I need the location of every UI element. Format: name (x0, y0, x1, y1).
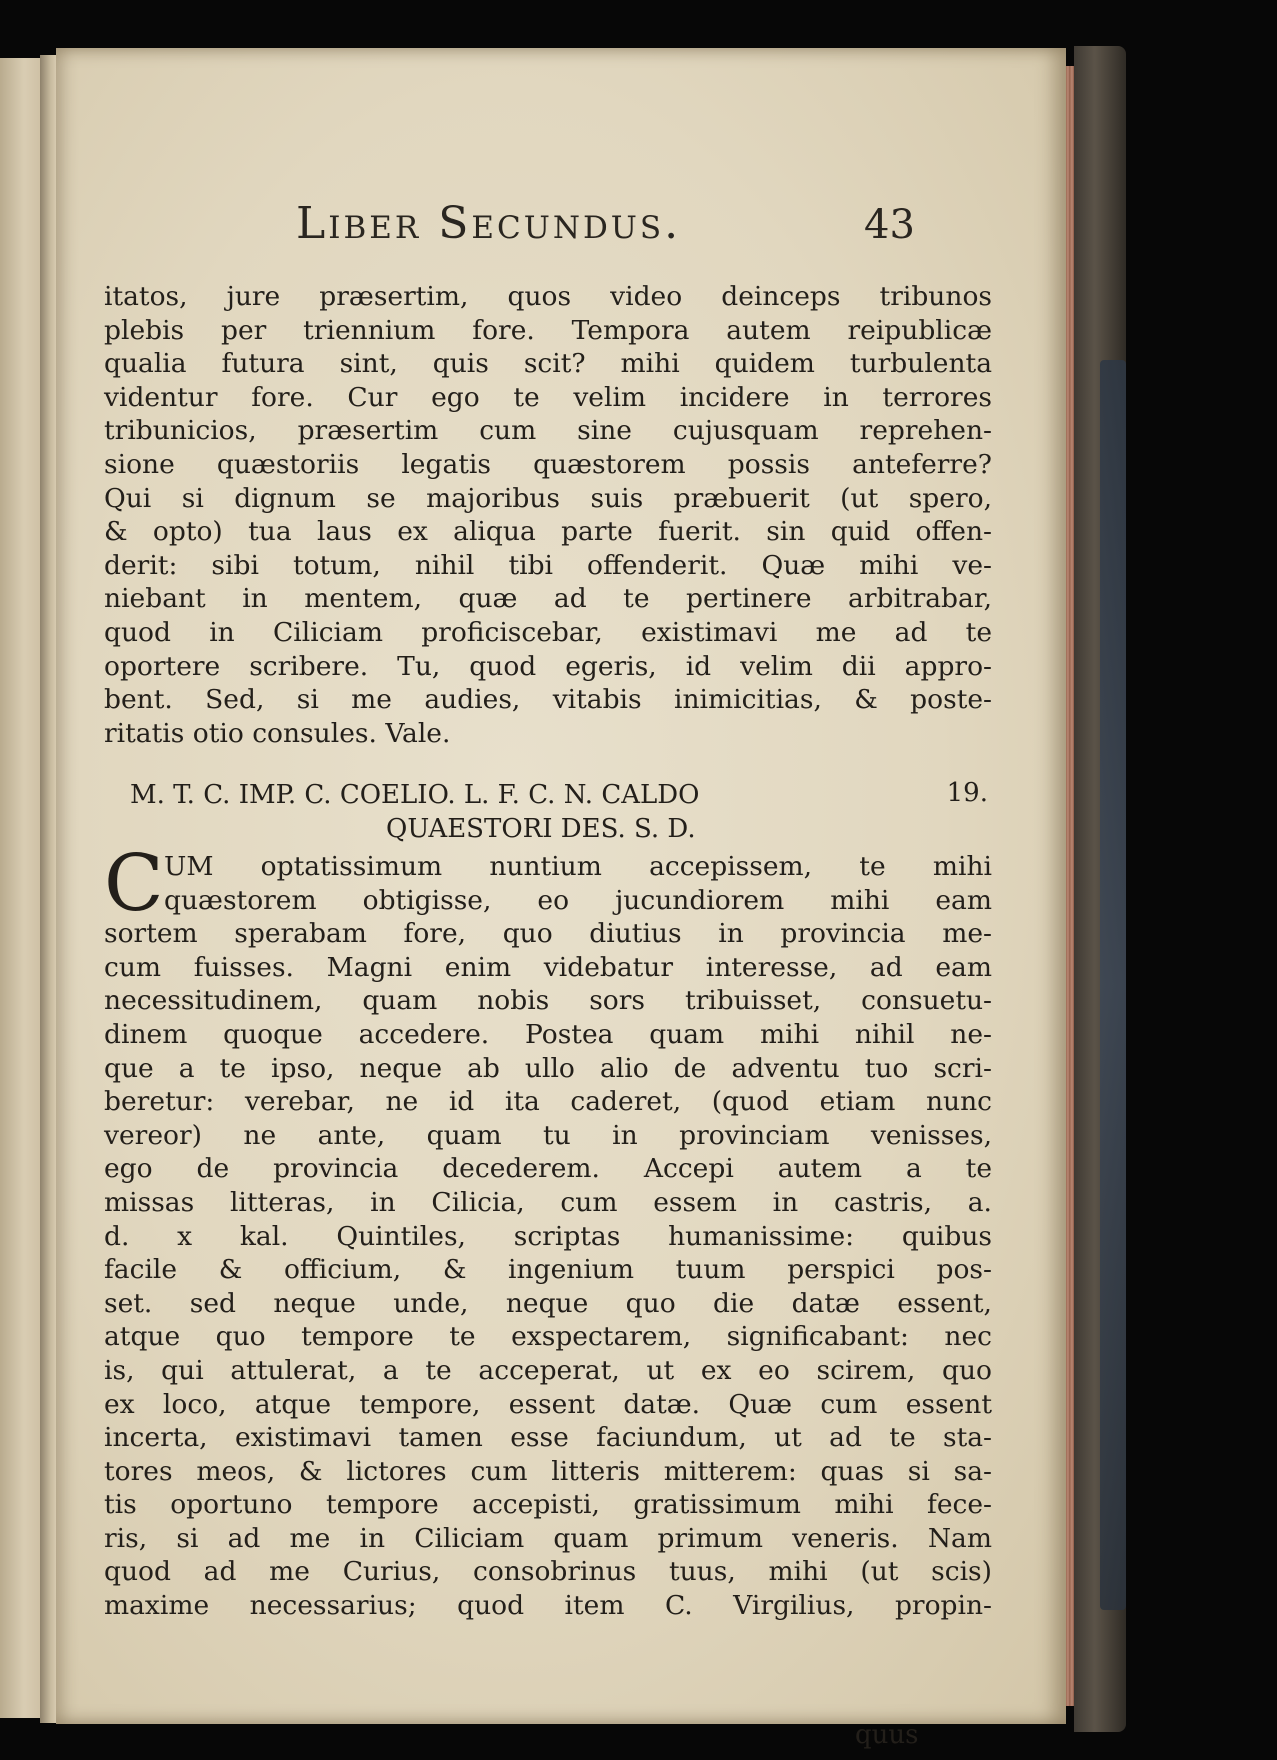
text-line: set. sed neque unde, neque quo die datæ essent, (104, 1287, 992, 1319)
text-line: cum fuisses. Magni enim videbatur interesse, ad eam (104, 951, 992, 983)
text-line: facile & officium, & ingenium tuum perspici pos- (104, 1254, 992, 1286)
text-line: niebant in mentem, quæ ad te pertinere arbitrabar, (104, 583, 992, 615)
letter-body (104, 839, 992, 1623)
text-line: quæstorem obtigisse, eo jucundiorem mihi eam (164, 884, 992, 916)
text-line: maxime necessarius; quod item C. Virgilius, propin- (104, 1590, 992, 1622)
text-line: ris, si ad me in Ciliciam quam primum veneris. Nam (104, 1522, 992, 1554)
text-line: & opto) tua laus ex aliqua parte fuerit. sin quid offen- (104, 516, 992, 548)
text-line: sione quæstoriis legatis quæstorem possis anteferre? (104, 448, 992, 480)
text-line: videntur fore. Cur ego te velim incidere in terrores (104, 381, 992, 413)
text-line: ritatis otio consules. Vale. (104, 717, 451, 749)
text-line: d. x kal. Quintiles, scriptas humanissime: quibus (104, 1220, 992, 1252)
continued-letter-text (104, 280, 992, 750)
text-line: Qui si dignum se majoribus suis præbuerit (ut spero, (104, 482, 992, 514)
text-line: beretur: verebar, ne id ita caderet, (quod etiam nunc (104, 1086, 992, 1118)
page-header (56, 198, 1066, 250)
text-line: missas litteras, in Cilicia, cum essem in castris, a. (104, 1186, 992, 1218)
text-line: qualia futura sint, quis scit? mihi quidem turbulenta (104, 348, 992, 380)
text-line: necessitudinem, quam nobis sors tribuisset, consuetu- (104, 985, 992, 1017)
heading-line: M. T. C. IMP. C. COELIO. L. F. C. N. CALDO (130, 780, 700, 810)
text-line: sortem sperabam fore, quo diutius in provincia me- (104, 918, 992, 950)
text-line: tis oportuno tempore accepisti, gratissimum mihi fece- (104, 1489, 992, 1521)
letter-heading (130, 778, 990, 846)
facing-page-edge (0, 58, 42, 1718)
text-line: quod in Ciliciam proficiscebar, existimavi me ad te (104, 616, 992, 648)
running-title: Liber Secundus. (296, 198, 682, 249)
text-line: UM optatissimum nuntium accepissem, te mihi (164, 851, 992, 882)
text-line: que a te ipso, neque ab ullo alio de adventu tuo scri- (104, 1052, 992, 1084)
text-line: ex loco, atque tempore, essent datæ. Quæ cum essent (104, 1388, 992, 1420)
text-line: derit: sibi totum, nihil tibi offenderit. Quæ mihi ve- (104, 549, 992, 581)
drop-cap: C (104, 839, 164, 929)
text-line: itatos, jure præsertim, quos video deinceps tribunos (104, 281, 992, 312)
text-line: quod ad me Curius, consobrinus tuus, mihi (ut scis) (104, 1556, 992, 1588)
text-line: plebis per triennium fore. Tempora autem reipublicæ (104, 314, 992, 346)
book-page (56, 48, 1066, 1724)
text-line: oportere scribere. Tu, quod egeris, id velim dii appro- (104, 650, 992, 682)
heading-line: QUAESTORI DES. S. D. (386, 814, 696, 844)
letter-number: 19. (946, 778, 988, 808)
text-line: incerta, existimavi tamen esse faciundum, ut ad te sta- (104, 1422, 992, 1454)
text-line: tribunicios, præsertim cum sine cujusquam reprehen- (104, 415, 992, 447)
text-line: bent. Sed, si me audies, vitabis inimicitias, & poste- (104, 684, 992, 716)
catchword: quus (855, 1720, 919, 1750)
text-line: is, qui attulerat, a te acceperat, ut ex eo scirem, quo (104, 1354, 992, 1386)
text-line: vereor) ne ante, quam tu in provinciam venisses, (104, 1119, 992, 1151)
page-number: 43 (864, 202, 915, 248)
text-line: ego de provincia decederem. Accepi autem a te (104, 1153, 992, 1185)
text-line: dinem quoque accedere. Postea quam mihi nihil ne- (104, 1018, 992, 1050)
cover-binding (1100, 360, 1126, 1610)
text-line: tores meos, & lictores cum litteris mitterem: quas si sa- (104, 1455, 992, 1487)
text-line: atque quo tempore te exspectarem, significabant: nec (104, 1321, 992, 1353)
